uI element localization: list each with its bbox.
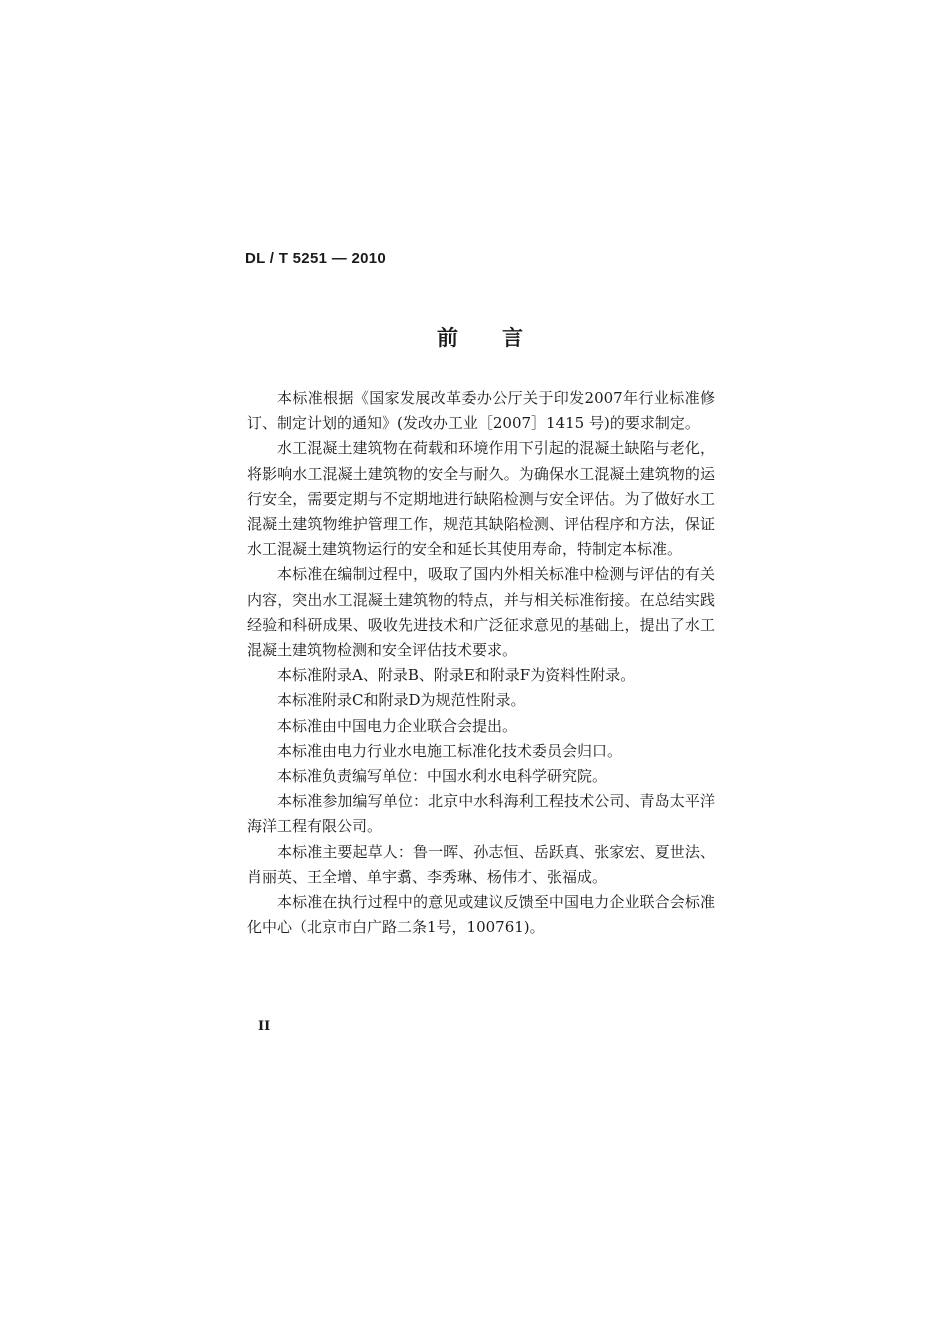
paragraph: 本标准附录A、附录B、附录E和附录F为资料性附录。 <box>277 666 636 685</box>
paragraph: 本标准在编制过程中，吸取了国内外相关标准中检测与评估的有关内容，突出水工混凝土建筑物的特点，并与相关标准衔接。在总结实践经验和科研成果、吸收先进技术和广泛征求意见的基础上，提出了水工混凝土建筑物检测和安全评估技术要求。 <box>247 565 715 660</box>
paragraph: 本标准附录C和附录D为规范性附录。 <box>277 691 526 710</box>
document-code: DL / T 5251 — 2010 <box>245 250 387 267</box>
page-number: II <box>258 1019 271 1034</box>
page-title: 前言 <box>437 326 567 350</box>
paragraph: 本标准参加编写单位：北京中水科海利工程技术公司、青岛太平洋海洋工程有限公司。 <box>247 792 715 836</box>
paragraph: 本标准由中国电力企业联合会提出。 <box>277 716 518 735</box>
paragraph: 本标准在执行过程中的意见或建议反馈至中国电力企业联合会标准化中心（北京市白广路二条1号，100761)。 <box>247 893 715 937</box>
paragraph: 本标准负责编写单位：中国水利水电科学研究院。 <box>277 767 608 786</box>
paragraph: 本标准主要起草人：鲁一晖、孙志恒、岳跃真、张家宏、夏世法、肖丽英、王全增、单宇翥、李秀琳、杨伟才、张福成。 <box>247 842 715 886</box>
paragraph: 本标准根据《国家发展改革委办公厅关于印发2007年行业标准修订、制定计划的通知》(发改办工业［2007］1415 号)的要求制定。 <box>247 389 715 433</box>
paragraph: 本标准由电力行业水电施工标准化技术委员会归口。 <box>277 741 623 760</box>
foreword-body <box>247 386 715 940</box>
paragraph: 水工混凝土建筑物在荷载和环境作用下引起的混凝土缺陷与老化，将影响水工混凝土建筑物的安全与耐久。为确保水工混凝土建筑物的运行安全，需要定期与不定期地进行缺陷检测与安全评估。为了做好水工混凝土建筑物维护管理工作，规范其缺陷检测、评估程序和方法，保证水工混凝土建筑物运行的安全和延长其使用寿命，特制定本标准。 <box>247 439 715 559</box>
